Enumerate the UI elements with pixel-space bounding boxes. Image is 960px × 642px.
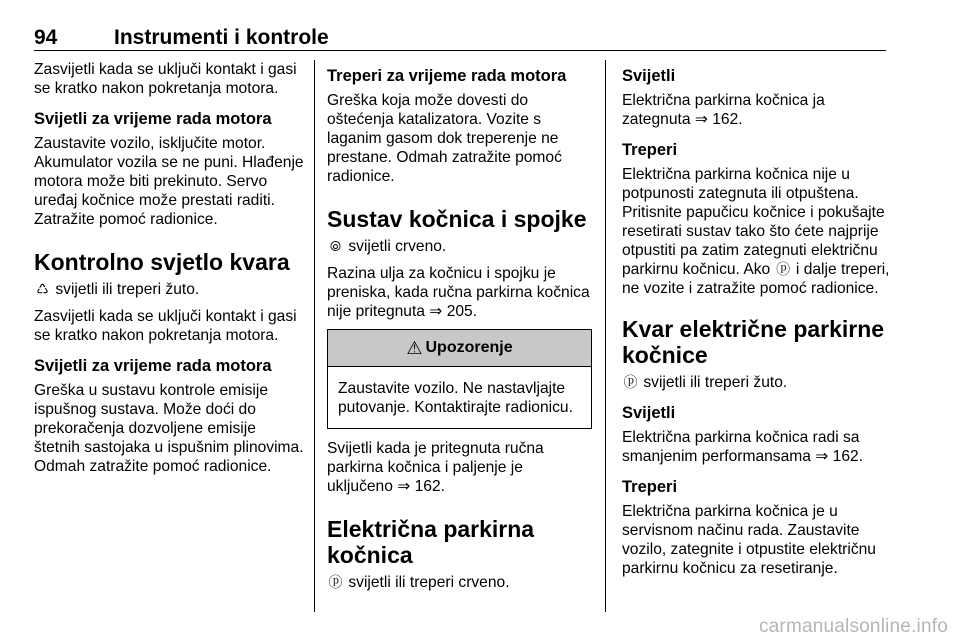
parking-brake-icon: ⓟ: [776, 261, 791, 277]
column-2: [327, 60, 592, 592]
header-rule: [34, 50, 886, 51]
warning-triangle-icon: ⚠: [406, 337, 423, 358]
paragraph: Električna parkirna kočnica radi sa smanjenim performansama ⇒ 162.: [622, 429, 864, 465]
section-heading: Svijetli za vrijeme rada motora: [34, 110, 272, 128]
page-header: [34, 22, 886, 50]
paragraph: ⓟ svijetli ili treperi žuto.: [623, 374, 788, 391]
warning-text: Zaustavite vozilo. Ne nastavljajte putovanje. Kontaktirajte radionicu.: [338, 380, 573, 416]
column-divider: [314, 60, 315, 612]
section-heading: Treperi za vrijeme rada motora: [327, 67, 567, 85]
section-title-epb-fault: Kvar električne parkirne kočnice: [622, 316, 885, 368]
paragraph: Svijetli kada je pritegnuta ručna parkirna kočnica i paljenje je uključeno ⇒ 162.: [327, 440, 544, 495]
paragraph: Greška u sustavu kontrole emisije ispušnog sustava. Može doći do prekoračenja dozvoljene emisije štetnih sastojaka u ispušnim plinovima. Odmah zatražite pomoć radionice.: [34, 382, 304, 475]
warning-title: Upozorenje: [425, 339, 513, 356]
section-heading: Treperi: [622, 478, 678, 496]
section-heading: Svijetli za vrijeme rada motora: [34, 357, 272, 375]
engine-icon: ♺: [36, 281, 49, 297]
paragraph: Električna parkirna kočnica je u servisnom načinu rada. Zaustavite vozilo, zategnite i otpustite električnu parkirnu kočnicu za resetiranje.: [622, 503, 876, 577]
warning-box: [327, 329, 592, 429]
paragraph: Električna parkirna kočnica ja zategnuta ⇒ 162.: [622, 92, 825, 128]
section-heading: Svijetli: [622, 404, 676, 422]
parking-brake-icon: ⓟ: [328, 574, 343, 590]
paragraph: Razina ulja za kočnicu i spojku je preniska, kada ručna parkirna kočnica nije pritegnuta ⇒ 205.: [327, 265, 590, 320]
paragraph: Greška koja može dovesti do oštećenja katalizatora. Vozite s laganim gasom dok treperenje ne prestane. Odmah zatražite pomoć radionice.: [327, 92, 562, 185]
column-3: [622, 60, 892, 578]
paragraph: Električna parkirna kočnica nije u potpunosti zategnuta ili otpuštena. Pritisnite papučicu kočnice i pokušajte resetirati sustav tako što ćete najprije otpustiti pa zatim zategnuti električnu parkirnu kočnicu. Ako ⓟ i dalje treperi, ne vozite i zatražite pomoć radionice.: [622, 166, 890, 297]
section-title-brake-clutch: Sustav kočnica i spojke: [327, 206, 587, 232]
page-number: 94: [34, 26, 58, 49]
column-divider: [605, 60, 606, 612]
column-1: [34, 60, 304, 476]
brake-warning-icon: ⦾: [329, 238, 342, 254]
paragraph: ⦾ svijetli crveno.: [327, 237, 592, 256]
chapter-title: Instrumenti i kontrole: [114, 26, 329, 49]
paragraph: Zasvijetli kada se uključi kontakt i gasi se kratko nakon pokretanja motora.: [34, 308, 297, 344]
section-heading: Treperi: [622, 141, 678, 159]
section-title-malfunction: Kontrolno svjetlo kvara: [34, 249, 290, 275]
paragraph: ♺ svijetli ili treperi žuto.: [34, 280, 304, 299]
warning-header: [328, 330, 591, 367]
paragraph: Zaustavite vozilo, isključite motor. Akumulator vozila se ne puni. Hlađenje motora može biti prekinuto. Servo uređaj kočnice može prestati raditi. Zatražite pomoć radionice.: [34, 135, 304, 228]
section-heading: Svijetli: [622, 67, 676, 85]
section-title-epb: Električna parkirna kočnica: [327, 516, 535, 568]
parking-brake-fault-icon: ⓟ: [623, 374, 638, 390]
paragraph: ⓟ svijetli ili treperi crveno.: [328, 574, 510, 591]
intro-paragraph: Zasvijetli kada se uključi kontakt i gasi se kratko nakon pokretanja motora.: [34, 61, 297, 97]
watermark: carmanualsonline.info: [758, 616, 948, 637]
